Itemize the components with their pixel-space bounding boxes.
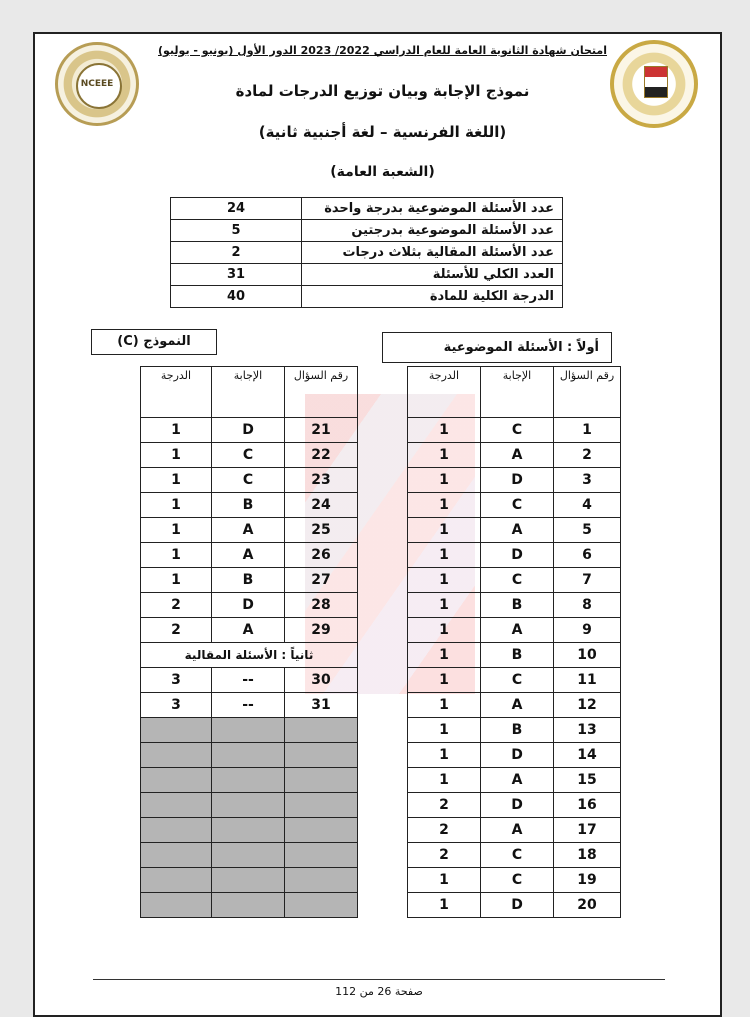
table-row <box>408 593 621 618</box>
summary-value: 5 <box>171 220 302 242</box>
grade-cell: 1 <box>408 668 481 693</box>
grade-cell: 1 <box>408 743 481 768</box>
grade-cell: 1 <box>141 443 212 468</box>
title-line-3: (الشعبة العامة) <box>330 164 435 180</box>
question-number-cell: 10 <box>554 643 621 668</box>
col-grade-header: الدرجة <box>141 367 212 418</box>
grade-cell: 2 <box>408 843 481 868</box>
table-row <box>408 668 621 693</box>
ministry-of-education-logo <box>610 40 698 128</box>
answer-cell: B <box>212 493 285 518</box>
answer-cell: A <box>212 618 285 643</box>
grade-cell: 1 <box>408 443 481 468</box>
table-row <box>141 493 358 518</box>
empty-cell <box>212 868 285 893</box>
answer-cell: -- <box>212 693 285 718</box>
empty-cell <box>141 893 212 918</box>
empty-shaded-row <box>141 793 358 818</box>
grade-cell: 1 <box>141 518 212 543</box>
summary-row <box>171 242 563 264</box>
summary-value: 31 <box>171 264 302 286</box>
summary-row <box>171 220 563 242</box>
empty-cell <box>285 743 358 768</box>
empty-shaded-row <box>141 718 358 743</box>
col-answer-header: الإجابة <box>212 367 285 418</box>
answer-cell: D <box>212 593 285 618</box>
section1-label: أولاً : الأسئلة الموضوعية <box>382 332 612 363</box>
empty-cell <box>285 718 358 743</box>
grade-cell: 1 <box>141 568 212 593</box>
table-row <box>141 443 358 468</box>
empty-cell <box>212 743 285 768</box>
empty-cell <box>141 743 212 768</box>
answer-cell: C <box>212 443 285 468</box>
nceee-logo <box>55 42 139 126</box>
empty-cell <box>141 868 212 893</box>
empty-cell <box>285 893 358 918</box>
grade-cell: 1 <box>408 543 481 568</box>
model-label: النموذج (C) <box>91 329 217 355</box>
grade-cell: 1 <box>408 643 481 668</box>
answer-cell: A <box>481 443 554 468</box>
grade-cell: 1 <box>408 468 481 493</box>
grade-cell: 1 <box>141 493 212 518</box>
grade-cell: 2 <box>141 593 212 618</box>
summary-value: 2 <box>171 242 302 264</box>
answers-table-right <box>407 366 621 918</box>
answer-cell: C <box>481 568 554 593</box>
answer-cell: C <box>481 843 554 868</box>
question-number-cell: 22 <box>285 443 358 468</box>
grade-cell: 1 <box>141 418 212 443</box>
footer-divider <box>93 979 665 980</box>
answer-cell: D <box>481 543 554 568</box>
empty-cell <box>212 843 285 868</box>
table-row <box>408 493 621 518</box>
question-number-cell: 28 <box>285 593 358 618</box>
question-number-cell: 24 <box>285 493 358 518</box>
grade-cell: 1 <box>141 468 212 493</box>
grade-cell: 2 <box>408 818 481 843</box>
table-row <box>408 468 621 493</box>
answer-cell: A <box>481 768 554 793</box>
answer-cell: C <box>212 468 285 493</box>
table-row <box>408 418 621 443</box>
answer-cell: B <box>481 593 554 618</box>
table-row <box>408 643 621 668</box>
col-number-header: رقم السؤال <box>554 367 621 418</box>
question-number-cell: 26 <box>285 543 358 568</box>
empty-shaded-row <box>141 818 358 843</box>
grade-cell: 1 <box>408 618 481 643</box>
question-number-cell: 1 <box>554 418 621 443</box>
summary-label: عدد الأسئلة المقالية بثلاث درجات <box>301 242 562 264</box>
empty-cell <box>285 818 358 843</box>
empty-cell <box>141 843 212 868</box>
empty-cell <box>212 793 285 818</box>
answer-cell: C <box>481 668 554 693</box>
question-number-cell: 16 <box>554 793 621 818</box>
answer-cell: D <box>481 468 554 493</box>
summary-table <box>170 197 563 308</box>
answer-cell: B <box>481 718 554 743</box>
empty-cell <box>141 768 212 793</box>
empty-shaded-row <box>141 843 358 868</box>
table-row <box>408 568 621 593</box>
grade-cell: 1 <box>408 493 481 518</box>
table-row <box>141 593 358 618</box>
grade-cell: 1 <box>408 718 481 743</box>
table-row <box>141 668 358 693</box>
answer-cell: A <box>212 518 285 543</box>
col-answer-header: الإجابة <box>481 367 554 418</box>
col-number-header: رقم السؤال <box>285 367 358 418</box>
question-number-cell: 13 <box>554 718 621 743</box>
grade-cell: 1 <box>408 693 481 718</box>
question-number-cell: 17 <box>554 818 621 843</box>
answer-cell: D <box>481 893 554 918</box>
empty-cell <box>285 768 358 793</box>
question-number-cell: 31 <box>285 693 358 718</box>
empty-cell <box>212 893 285 918</box>
answer-cell: C <box>481 868 554 893</box>
question-number-cell: 20 <box>554 893 621 918</box>
question-number-cell: 8 <box>554 593 621 618</box>
answer-cell: D <box>481 793 554 818</box>
empty-cell <box>212 718 285 743</box>
table-row <box>408 518 621 543</box>
table-row <box>141 418 358 443</box>
question-number-cell: 23 <box>285 468 358 493</box>
empty-cell <box>141 718 212 743</box>
answer-cell: B <box>212 568 285 593</box>
summary-label: العدد الكلي للأسئلة <box>301 264 562 286</box>
question-number-cell: 2 <box>554 443 621 468</box>
empty-cell <box>285 843 358 868</box>
grade-cell: 3 <box>141 668 212 693</box>
answer-cell: A <box>481 818 554 843</box>
summary-value: 40 <box>171 286 302 308</box>
table-row <box>408 768 621 793</box>
question-number-cell: 27 <box>285 568 358 593</box>
table-row <box>408 893 621 918</box>
summary-label: عدد الأسئلة الموضوعية بدرجتين <box>301 220 562 242</box>
page-number: صفحة 26 من 112 <box>335 985 423 998</box>
answer-cell: A <box>481 518 554 543</box>
table-row <box>408 693 621 718</box>
question-number-cell: 12 <box>554 693 621 718</box>
question-number-cell: 14 <box>554 743 621 768</box>
answer-key-page <box>33 32 722 1017</box>
question-number-cell: 4 <box>554 493 621 518</box>
grade-cell: 1 <box>408 418 481 443</box>
question-number-cell: 30 <box>285 668 358 693</box>
question-number-cell: 21 <box>285 418 358 443</box>
summary-row <box>171 264 563 286</box>
table-row <box>141 568 358 593</box>
exam-title: امتحان شهادة الثانوية العامة للعام الدراسي 2022/ 2023 الدور الأول (يونيو - يوليو) <box>158 44 607 57</box>
grade-cell: 1 <box>408 518 481 543</box>
grade-cell: 1 <box>408 593 481 618</box>
answer-cell: A <box>481 693 554 718</box>
table-row <box>408 718 621 743</box>
empty-cell <box>285 868 358 893</box>
answer-cell: A <box>212 543 285 568</box>
grade-cell: 2 <box>141 618 212 643</box>
table-row <box>141 518 358 543</box>
table-row <box>408 843 621 868</box>
table-row <box>141 543 358 568</box>
grade-cell: 1 <box>408 768 481 793</box>
question-number-cell: 7 <box>554 568 621 593</box>
answer-cell: B <box>481 643 554 668</box>
answer-cell: D <box>212 418 285 443</box>
summary-row <box>171 286 563 308</box>
question-number-cell: 29 <box>285 618 358 643</box>
answer-cell: -- <box>212 668 285 693</box>
question-number-cell: 5 <box>554 518 621 543</box>
answer-cell: D <box>481 743 554 768</box>
empty-shaded-row <box>141 743 358 768</box>
grade-cell: 1 <box>408 568 481 593</box>
summary-label: عدد الأسئلة الموضوعية بدرجة واحدة <box>301 198 562 220</box>
table-row <box>408 618 621 643</box>
empty-shaded-row <box>141 893 358 918</box>
empty-cell <box>212 768 285 793</box>
table-row <box>141 618 358 643</box>
table-row <box>141 693 358 718</box>
summary-row <box>171 198 563 220</box>
question-number-cell: 6 <box>554 543 621 568</box>
answer-cell: C <box>481 418 554 443</box>
table-row <box>408 443 621 468</box>
grade-cell: 1 <box>141 543 212 568</box>
section2-label: ثانياً : الأسئلة المقالية <box>141 643 358 668</box>
question-number-cell: 18 <box>554 843 621 868</box>
grade-cell: 3 <box>141 693 212 718</box>
empty-cell <box>141 818 212 843</box>
table-row <box>408 793 621 818</box>
question-number-cell: 3 <box>554 468 621 493</box>
summary-value: 24 <box>171 198 302 220</box>
table-row <box>408 868 621 893</box>
empty-cell <box>141 793 212 818</box>
answer-cell: A <box>481 618 554 643</box>
table-row <box>141 468 358 493</box>
title-line-2: (اللغة الفرنسية – لغة أجنبية ثانية) <box>258 123 507 141</box>
empty-shaded-row <box>141 868 358 893</box>
grade-cell: 2 <box>408 793 481 818</box>
section2-row <box>141 643 358 668</box>
table-row <box>408 743 621 768</box>
col-grade-header: الدرجة <box>408 367 481 418</box>
question-number-cell: 19 <box>554 868 621 893</box>
empty-cell <box>285 793 358 818</box>
title-line-1: نموذج الإجابة وبيان توزيع الدرجات لمادة <box>235 82 530 100</box>
empty-shaded-row <box>141 768 358 793</box>
grade-cell: 1 <box>408 868 481 893</box>
eagle-emblem-icon <box>644 66 668 98</box>
grade-cell: 1 <box>408 893 481 918</box>
question-number-cell: 9 <box>554 618 621 643</box>
answers-table-left <box>140 366 358 918</box>
table-row <box>408 543 621 568</box>
answer-cell: C <box>481 493 554 518</box>
nceee-logo-text: NCEEE <box>80 79 114 89</box>
empty-cell <box>212 818 285 843</box>
question-number-cell: 15 <box>554 768 621 793</box>
question-number-cell: 25 <box>285 518 358 543</box>
question-number-cell: 11 <box>554 668 621 693</box>
table-row <box>408 818 621 843</box>
summary-label: الدرجة الكلية للمادة <box>301 286 562 308</box>
